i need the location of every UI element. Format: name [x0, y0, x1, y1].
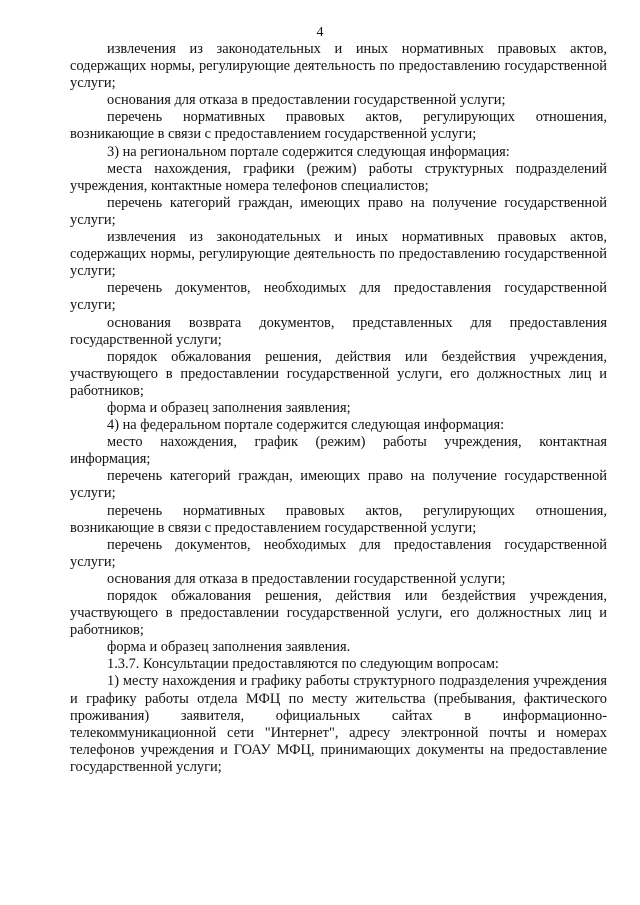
paragraph: 4) на федеральном портале содержится следующая информация:: [107, 417, 505, 434]
paragraph: форма и образец заполнения заявления.: [107, 639, 351, 656]
paragraph: перечень нормативных правовых актов, регулирующих отношения, возникающие в связи с предоставлением государственной услуги;: [70, 109, 607, 143]
paragraph: основания для отказа в предоставлении государственной услуги;: [107, 570, 506, 587]
paragraph: 1.3.7. Консультации предоставляются по следующим вопросам:: [107, 656, 499, 673]
paragraph: извлечения из законодательных и иных нормативных правовых актов, содержащих нормы, регулирующие деятельность по предоставлению государственной услуги;: [70, 229, 607, 280]
paragraph: основания для отказа в предоставлении государственной услуги;: [107, 92, 506, 109]
page-number: 4: [316, 25, 324, 40]
paragraph: основания возврата документов, представленных для предоставления государственной услуги;: [70, 314, 607, 348]
paragraph: извлечения из законодательных и иных нормативных правовых актов, содержащих нормы, регулирующие деятельность по предоставлению государственной услуги;: [70, 41, 607, 92]
paragraph: порядок обжалования решения, действия или бездействия учреждения, участвующего в предоставлении государственной услуги, его должностных лиц и работников;: [70, 348, 607, 399]
document-body: [70, 41, 607, 776]
paragraph: 1) месту нахождения и графику работы структурного подразделения учреждения и графику работы отдела МФЦ по месту жительства (пребывания, фактического проживания) заявителя, официальных сайтах в информационно-телекоммуникационной сети "Интернет", адресу электронной почты и номерах телефонов учреждения и ГОАУ МФЦ, принимающих документы на предоставление государственной услуги;: [70, 673, 607, 775]
paragraph: место нахождения, график (режим) работы учреждения, контактная информация;: [70, 434, 607, 468]
paragraph: перечень документов, необходимых для предоставления государственной услуги;: [70, 280, 607, 314]
paragraph: перечень категорий граждан, имеющих право на получение государственной услуги;: [70, 468, 607, 502]
paragraph: перечень категорий граждан, имеющих право на получение государственной услуги;: [70, 194, 607, 228]
paragraph: места нахождения, графики (режим) работы структурных подразделений учреждения, контактные номера телефонов специалистов;: [70, 160, 607, 194]
paragraph: 3) на региональном портале содержится следующая информация:: [107, 143, 510, 160]
paragraph: порядок обжалования решения, действия или бездействия учреждения, участвующего в предоставлении государственной услуги, его должностных лиц и работников;: [70, 588, 607, 639]
paragraph: перечень документов, необходимых для предоставления государственной услуги;: [70, 536, 607, 570]
paragraph: форма и образец заполнения заявления;: [107, 399, 351, 416]
paragraph: перечень нормативных правовых актов, регулирующих отношения, возникающие в связи с предоставлением государственной услуги;: [70, 502, 607, 536]
